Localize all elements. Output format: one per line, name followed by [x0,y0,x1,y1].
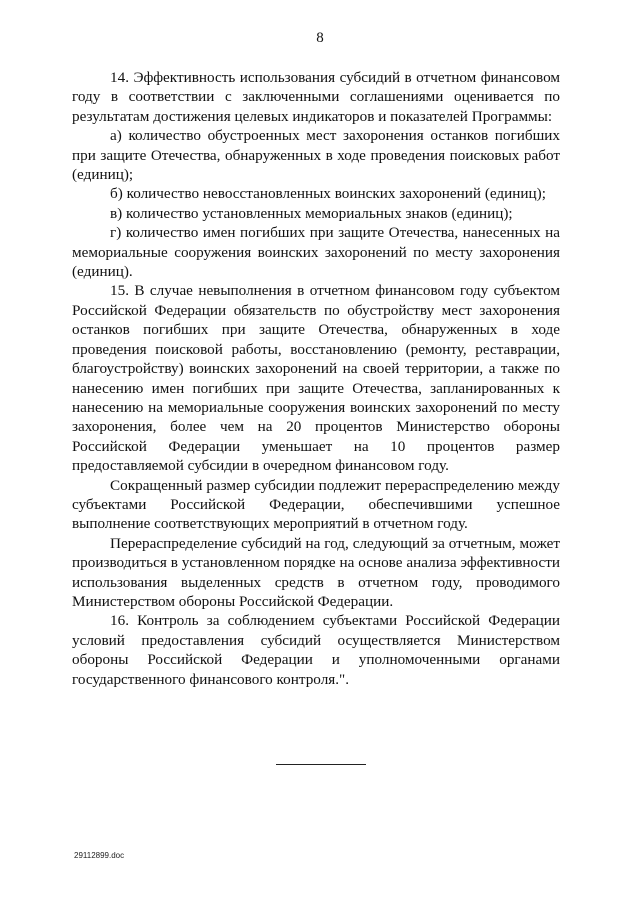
paragraph-15: 15. В случае невыполнения в отчетном финансовом году субъектом Российской Федерации обязательств по обустройству мест захоронения останков погибших при защите Отечества, обнаруженных в ходе проведения поисковой работы, восстановлению (ремонту, реставрации, благоустройству) воинских захоронений на своей территории, а также по нанесению имен погибших при защите Отечества, запланированных к нанесению на мемориальные сооружения воинских захоронений по месту захоронения, более чем на 20 процентов Министерство обороны Российской Федерации уменьшает на 10 процентов размер предоставляемой субсидии в очередном финансовом году. [72,282,560,475]
list-item-b: б) количество невосстановленных воинских захоронений (единиц); [110,185,546,203]
paragraph-redistribution: Перераспределение субсидий на год, следующий за отчетным, может производиться в установленном порядке на основе анализа эффективности использования выделенных средств в отчетном году, проводимого Министерством обороны Российской Федерации. [72,534,560,610]
file-reference: 29112899.doc [74,851,125,860]
document-body [72,68,560,689]
page-number: 8 [316,30,324,46]
paragraph-16: 16. Контроль за соблюдением субъектами Российской Федерации условий предоставления субсидий осуществляется Министерством обороны Российской Федерации и уполномоченными органами государственного финансового контроля.". [72,612,560,688]
paragraph-reduced-subsidy: Сокращенный размер субсидии подлежит перераспределению между субъектами Российской Федерации, обеспечившими успешное выполнение соответствующих мероприятий в отчетном году. [72,476,560,533]
list-item-v: в) количество установленных мемориальных знаков (единиц); [110,204,513,222]
list-item-g: г) количество имен погибших при защите Отечества, нанесенных на мемориальные сооружения воинских захоронений по месту захоронения (единиц). [72,224,560,281]
end-separator-line [276,764,366,765]
list-item-a: а) количество обустроенных мест захоронения останков погибших при защите Отечества, обнаруженных в ходе проведения поисковых работ (единиц); [72,127,560,184]
paragraph-14-intro: 14. Эффективность использования субсидий в отчетном финансовом году в соответствии с заключенными соглашениями оценивается по результатам достижения целевых индикаторов и показателей Программы: [72,69,560,125]
